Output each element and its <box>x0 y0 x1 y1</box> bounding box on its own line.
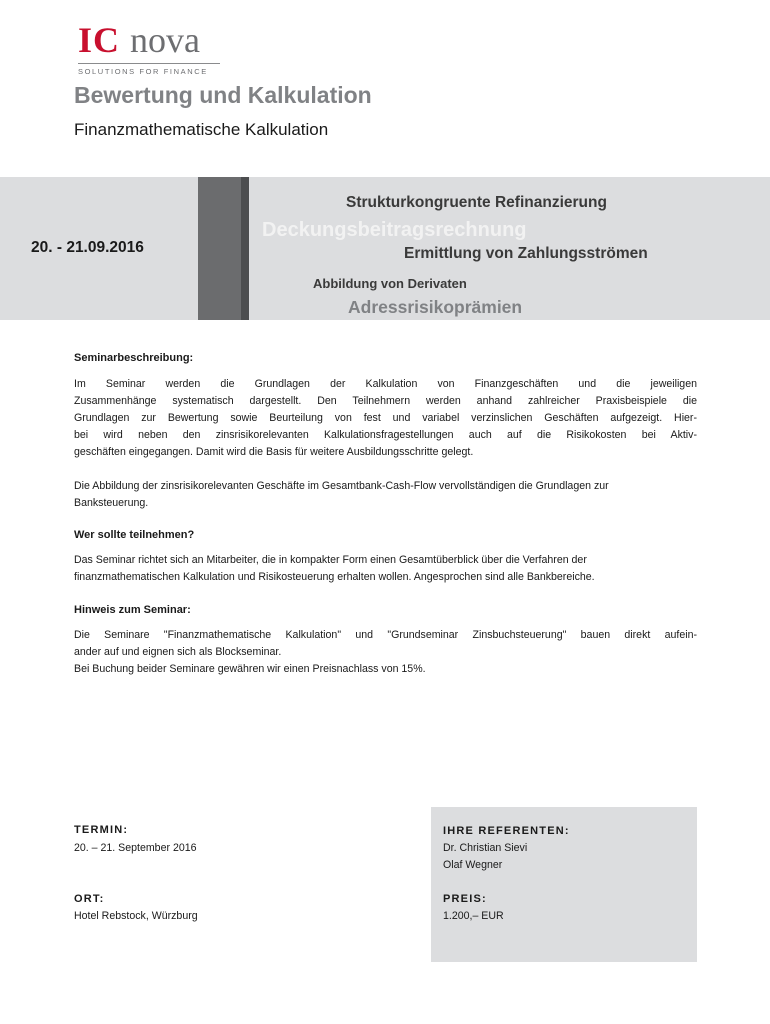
text-line: Die Seminare "Finanzmathematische Kalkulation" und "Grundseminar Zinsbuchsteuerung" bauen direkt aufein- <box>74 629 697 641</box>
seminar-date: 20. - 21.09.2016 <box>31 239 144 256</box>
text-line: finanzmathematischen Kalkulation und Risikosteuerung erhalten wollen. Angesprochen sind alle Bankbereiche. <box>74 571 595 583</box>
description-paragraph-2 <box>74 478 697 512</box>
company-logo <box>78 22 223 74</box>
text-line: Im Seminar werden die Grundlagen der Kalkulation von Finanzgeschäften und die jeweiligen <box>74 378 697 390</box>
banner-accent-bar <box>198 177 241 320</box>
termin-label: TERMIN: <box>74 824 129 836</box>
termin-value: 20. – 21. September 2016 <box>74 842 197 854</box>
banner-accent-shadow <box>241 177 249 320</box>
referent-name: Olaf Wegner <box>443 859 503 871</box>
ort-label: ORT: <box>74 893 105 905</box>
logo-tagline: SOLUTIONS FOR FINANCE <box>78 67 208 76</box>
topic-item: Strukturkongruente Refinanzierung <box>346 194 607 211</box>
text-line: Zusammenhänge systematisch dargestellt. Den Teilnehmern werden anhand zahlreicher Praxisbeispiele die <box>74 395 697 407</box>
text-line: Das Seminar richtet sich an Mitarbeiter, die in kompakter Form einen Gesamtüberblick über die Verfahren der <box>74 554 587 566</box>
referent-name: Dr. Christian Sievi <box>443 842 528 854</box>
text-line: Die Abbildung der zinsrisikorelevanten Geschäfte im Gesamtbank-Cash-Flow vervollständigen die Grundlagen zur <box>74 480 609 492</box>
notice-paragraph <box>74 627 697 678</box>
description-paragraph-1 <box>74 376 697 461</box>
text-line: geschäften eingegangen. Damit wird die Basis für weitere Ausbildungsschritte gelegt. <box>74 446 474 458</box>
topic-item: Ermittlung von Zahlungsströmen <box>404 245 648 262</box>
topic-item: Deckungsbeitragsrechnung <box>262 219 527 241</box>
logo-divider <box>78 63 220 64</box>
page-title: Bewertung und Kalkulation <box>74 82 372 108</box>
topic-item: Adressrisikoprämien <box>348 297 523 317</box>
ort-value: Hotel Rebstock, Würzburg <box>74 910 198 922</box>
text-line: Bei Buchung beider Seminare gewähren wir einen Preisnachlass von 15%. <box>74 663 426 675</box>
text-line: Grundlagen zur Bewertung sowie Beurteilung von fest und variabel verzinslichen Geschäften aufgezeigt. Hier- <box>74 412 697 424</box>
referenten-label: IHRE REFERENTEN: <box>443 825 570 837</box>
text-line: Banksteuerung. <box>74 497 149 509</box>
audience-paragraph <box>74 552 697 586</box>
text-line: bei wird neben den zinsrisikorelevanten Kalkulationsfragestellungen auch auf die Risikokosten bei Aktiv- <box>74 429 697 441</box>
logo-nova: nova <box>130 20 200 60</box>
preis-label: PREIS: <box>443 893 487 905</box>
audience-heading: Wer sollte teilnehmen? <box>74 529 195 541</box>
notice-heading: Hinweis zum Seminar: <box>74 604 191 616</box>
description-heading: Seminarbeschreibung: <box>74 352 194 364</box>
page-subtitle: Finanzmathematische Kalkulation <box>74 120 329 139</box>
preis-value: 1.200,– EUR <box>443 910 504 922</box>
topic-item: Abbildung von Derivaten <box>313 276 467 291</box>
logo-ic: IC <box>78 20 121 60</box>
text-line: ander auf und eignen sich als Blockseminar. <box>74 646 282 658</box>
